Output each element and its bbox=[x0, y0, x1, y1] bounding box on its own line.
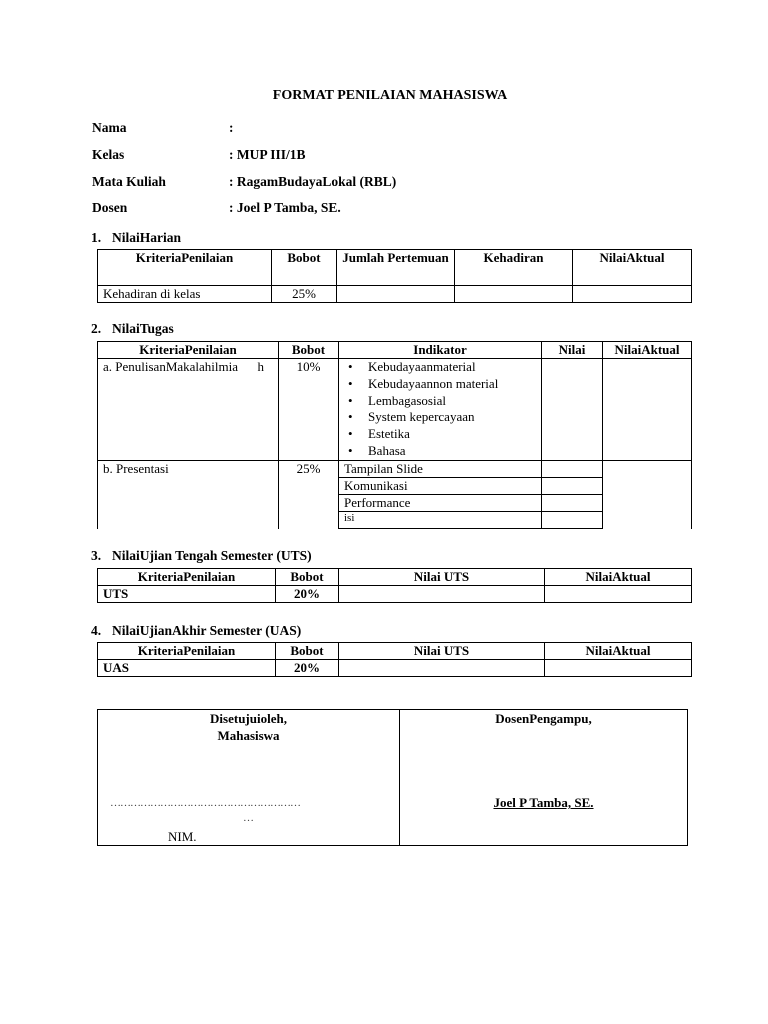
list-item: • System kepercayaan bbox=[368, 409, 536, 426]
header-cell: NilaiAktual bbox=[545, 569, 692, 586]
header-cell: Nilai UTS bbox=[339, 643, 545, 660]
empty-cell bbox=[542, 495, 603, 512]
info-row-mata-kuliah bbox=[92, 174, 396, 190]
indikator-cell: Performance bbox=[339, 495, 542, 512]
table-row bbox=[98, 586, 692, 603]
table-row bbox=[98, 660, 692, 677]
empty-cell bbox=[542, 478, 603, 495]
empty-cell bbox=[542, 359, 603, 461]
header-cell: Bobot bbox=[272, 250, 337, 286]
section-title: NilaiHarian bbox=[112, 230, 182, 245]
section-heading-nilai-uts bbox=[91, 548, 312, 564]
empty-cell bbox=[545, 586, 692, 603]
info-label: Dosen bbox=[92, 200, 128, 215]
nim-label: NIM. bbox=[168, 829, 197, 844]
empty-cell bbox=[542, 461, 603, 478]
header-cell: Bobot bbox=[279, 342, 339, 359]
list-item: • Estetika bbox=[368, 426, 536, 443]
info-value: : RagamBudayaLokal (RBL) bbox=[229, 174, 397, 189]
header-cell: NilaiAktual bbox=[603, 342, 692, 359]
kriteria-cell: UTS bbox=[98, 586, 276, 603]
header-cell: NilaiAktual bbox=[545, 643, 692, 660]
approved-by-label: Disetujuioleh, bbox=[210, 711, 287, 726]
empty-cell bbox=[455, 286, 573, 303]
kriteria-cell: a. PenulisanMakalahilmia h bbox=[98, 359, 279, 461]
list-item: • Bahasa bbox=[368, 443, 536, 460]
table-row bbox=[98, 359, 692, 461]
signature-lecturer bbox=[400, 710, 687, 845]
indikator-list bbox=[344, 359, 536, 460]
section-heading-nilai-harian bbox=[91, 230, 181, 246]
section-title: NilaiUjianAkhir Semester (UAS) bbox=[112, 623, 302, 638]
bobot-cell: 10% bbox=[279, 359, 339, 461]
section-number: 1. bbox=[91, 230, 102, 245]
header-cell: Bobot bbox=[276, 643, 339, 660]
bobot-cell: 20% bbox=[276, 660, 339, 677]
signature-dots: ………………………………………………… bbox=[110, 797, 300, 809]
info-label: Mata Kuliah bbox=[92, 174, 166, 189]
lecturer-label: DosenPengampu, bbox=[495, 711, 592, 726]
table-nilai-uas bbox=[97, 642, 692, 677]
table-row bbox=[98, 286, 692, 303]
header-cell: KriteriaPenilaian bbox=[98, 250, 272, 286]
info-value: : Joel P Tamba, SE. bbox=[229, 200, 341, 215]
section-number: 3. bbox=[91, 548, 102, 563]
empty-cell bbox=[545, 660, 692, 677]
section-heading-nilai-tugas bbox=[91, 321, 174, 337]
indikator-cell: isi bbox=[339, 512, 542, 529]
list-item: • Kebudayaannon material bbox=[368, 376, 536, 393]
header-cell: Nilai bbox=[542, 342, 603, 359]
table-header-row bbox=[98, 342, 692, 359]
table-nilai-harian bbox=[97, 249, 692, 303]
info-value: : bbox=[229, 120, 234, 135]
header-cell: Bobot bbox=[276, 569, 339, 586]
kriteria-cell: Kehadiran di kelas bbox=[98, 286, 272, 303]
header-cell: Indikator bbox=[339, 342, 542, 359]
header-cell: Kehadiran bbox=[455, 250, 573, 286]
table-nilai-tugas bbox=[97, 341, 692, 529]
table-row bbox=[98, 461, 692, 478]
kriteria-cell: UAS bbox=[98, 660, 276, 677]
table-header-row bbox=[98, 569, 692, 586]
info-row-dosen bbox=[92, 200, 341, 216]
list-item: • Lembagasosial bbox=[368, 393, 536, 410]
header-cell: KriteriaPenilaian bbox=[98, 342, 279, 359]
header-cell: KriteriaPenilaian bbox=[98, 643, 276, 660]
page-title: FORMAT PENILAIAN MAHASISWA bbox=[272, 88, 508, 103]
empty-cell bbox=[603, 461, 692, 529]
empty-cell bbox=[339, 586, 545, 603]
list-item: • Kebudayaanmaterial bbox=[368, 359, 536, 376]
header-cell: KriteriaPenilaian bbox=[98, 569, 276, 586]
student-label: Mahasiswa bbox=[217, 728, 280, 743]
section-number: 2. bbox=[91, 321, 102, 336]
empty-cell bbox=[339, 660, 545, 677]
kriteria-cell: b. Presentasi bbox=[98, 461, 279, 529]
info-value: : MUP III/1B bbox=[229, 147, 306, 162]
info-row-kelas bbox=[92, 147, 306, 163]
empty-cell bbox=[573, 286, 692, 303]
info-label: Kelas bbox=[92, 147, 125, 162]
bobot-cell: 25% bbox=[272, 286, 337, 303]
section-heading-nilai-uas bbox=[91, 623, 301, 639]
signature-box bbox=[97, 709, 688, 846]
info-label: Nama bbox=[92, 120, 127, 135]
bobot-cell: 25% bbox=[279, 461, 339, 529]
empty-cell bbox=[337, 286, 455, 303]
lecturer-name: Joel P Tamba, SE. bbox=[493, 795, 594, 810]
bobot-cell: 20% bbox=[276, 586, 339, 603]
table-header-row bbox=[98, 250, 692, 286]
empty-cell bbox=[603, 359, 692, 461]
table-header-row bbox=[98, 643, 692, 660]
section-number: 4. bbox=[91, 623, 102, 638]
signature-student bbox=[98, 710, 400, 845]
header-cell: Jumlah Pertemuan bbox=[337, 250, 455, 286]
section-title: NilaiTugas bbox=[112, 321, 174, 336]
section-title: NilaiUjian Tengah Semester (UTS) bbox=[112, 548, 312, 563]
indikator-cell bbox=[339, 359, 542, 461]
indikator-cell: Tampilan Slide bbox=[339, 461, 542, 478]
header-cell: NilaiAktual bbox=[573, 250, 692, 286]
header-cell: Nilai UTS bbox=[339, 569, 545, 586]
info-row-nama bbox=[92, 120, 234, 136]
signature-dots-end: … bbox=[243, 812, 254, 824]
table-nilai-uts bbox=[97, 568, 692, 603]
empty-cell bbox=[542, 512, 603, 529]
indikator-cell: Komunikasi bbox=[339, 478, 542, 495]
